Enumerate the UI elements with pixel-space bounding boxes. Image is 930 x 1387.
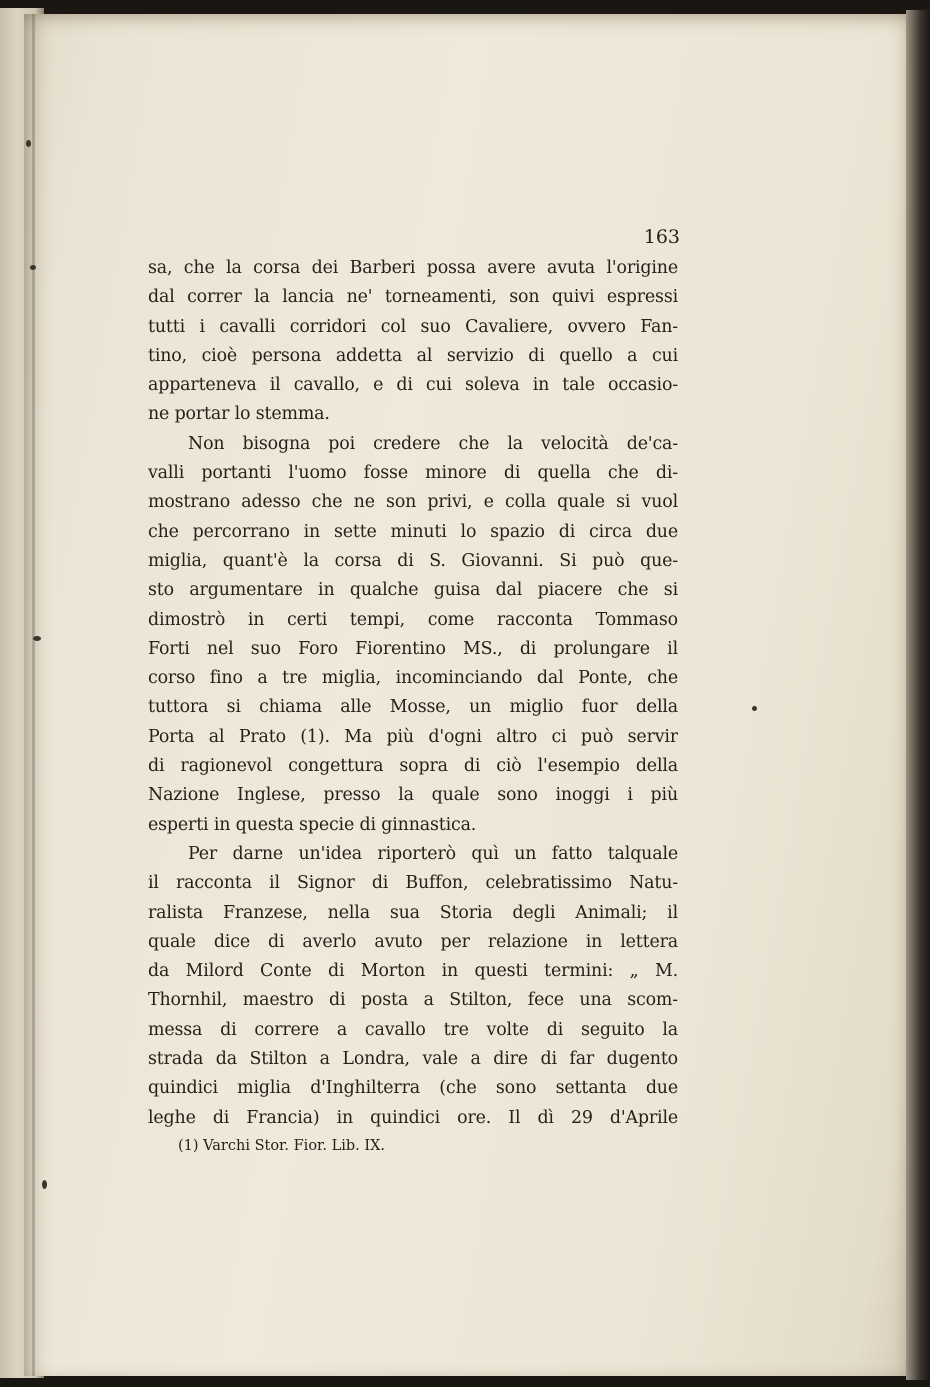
- text-line: quale dice di averlo avuto per relazione in lettera: [148, 931, 678, 952]
- text-line: mostrano adesso che ne son privi, e colla quale si vuol: [148, 492, 678, 513]
- right-page-edge: [906, 10, 930, 1380]
- footnote: (1) Varchi Stor. Fior. Lib. IX.: [178, 1138, 386, 1154]
- text-line: esperti in questa specie di ginnastica.: [148, 814, 477, 835]
- text-line: sa, che la corsa dei Barberi possa avere avuta l'origine: [148, 258, 678, 278]
- text-line: Non bisogna poi credere che la velocità de'ca-: [188, 433, 678, 454]
- text-line: Forti nel suo Foro Fiorentino MS., di prolungare il: [148, 638, 678, 659]
- ink-speck: [752, 706, 757, 711]
- ink-speck: [42, 1180, 47, 1189]
- page-number: 163: [643, 226, 680, 248]
- text-line: di ragionevol congettura sopra di ciò l'esempio della: [148, 756, 678, 777]
- text-line: quindici miglia d'Inghilterra (che sono settanta due: [148, 1078, 678, 1099]
- ink-speck: [26, 140, 31, 147]
- text-line: tino, cioè persona addetta al servizio di quello a cui: [148, 345, 678, 366]
- body-text: [148, 254, 678, 1133]
- text-line: ne portar lo stemma.: [148, 404, 330, 425]
- text-line: Per darne un'idea riporterò quì un fatto talquale: [188, 843, 678, 864]
- text-line: Thornhil, maestro di posta a Stilton, fece una scom-: [148, 990, 678, 1011]
- text-line: dimostrò in certi tempi, come racconta Tommaso: [148, 609, 678, 630]
- text-line: tutti i cavalli corridori col suo Cavaliere, ovvero Fan-: [148, 316, 678, 337]
- ink-speck: [30, 265, 36, 270]
- text-line: tuttora si chiama alle Mosse, un miglio fuor della: [148, 697, 678, 718]
- text-line: sto argumentare in qualche guisa dal piacere che si: [148, 580, 678, 601]
- text-line: il racconta il Signor di Buffon, celebratissimo Natu-: [148, 873, 678, 894]
- text-line: Porta al Prato (1). Ma più d'ogni altro ci può servir: [148, 726, 678, 747]
- text-line: ralista Franzese, nella sua Storia degli Animali; il: [148, 902, 678, 923]
- text-line: da Milord Conte di Morton in questi termini: „ M.: [148, 961, 678, 982]
- text-line: apparteneva il cavallo, e di cui soleva in tale occasio-: [148, 375, 678, 396]
- text-line: Nazione Inglese, presso la quale sono inoggi i più: [148, 785, 678, 806]
- text-line: che percorrano in sette minuti lo spazio di circa due: [148, 521, 678, 542]
- text-line: corso fino a tre miglia, incominciando dal Ponte, che: [148, 668, 678, 689]
- text-line: strada da Stilton a Londra, vale a dire di far dugento: [148, 1049, 678, 1070]
- binding-fold: [32, 14, 35, 1376]
- text-line: valli portanti l'uomo fosse minore di quella che di-: [148, 463, 678, 484]
- ink-speck: [33, 636, 41, 641]
- text-line: miglia, quant'è la corsa di S. Giovanni. Si può que-: [148, 550, 678, 571]
- text-line: leghe di Francia) in quindici ore. Il dì 29 d'Aprile: [148, 1107, 678, 1128]
- text-line: messa di correre a cavallo tre volte di seguito la: [148, 1019, 678, 1040]
- text-line: dal correr la lancia ne' torneamenti, son quivi espressi: [148, 287, 678, 308]
